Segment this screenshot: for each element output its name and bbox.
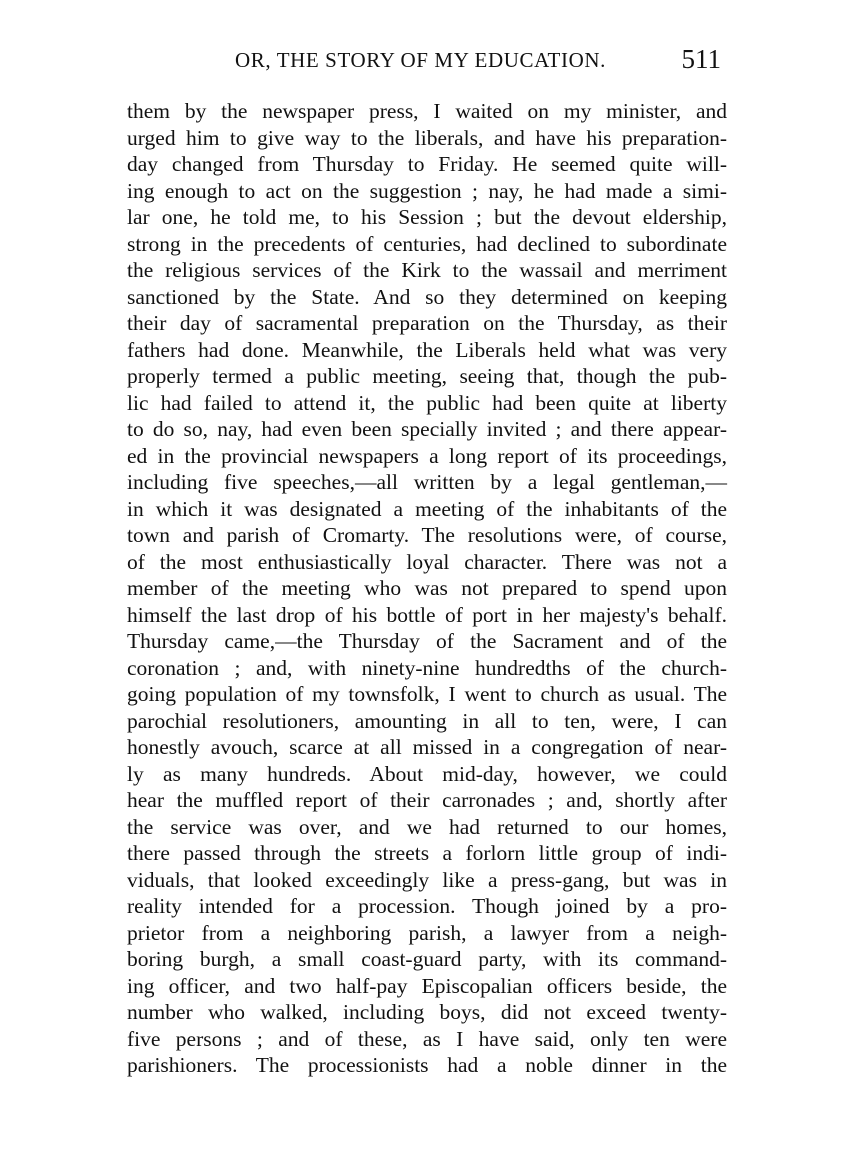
text-line: day changed from Thursday to Friday. He seemed quite will-: [127, 152, 727, 176]
text-line: hear the muffled report of their carronades ; and, shortly after: [127, 788, 727, 812]
running-title: OR, THE STORY OF MY EDUCATION.: [235, 48, 606, 72]
text-line: boring burgh, a small coast-guard party, with its command-: [127, 947, 727, 971]
text-line: viduals, that looked exceedingly like a press-gang, but was in: [127, 867, 727, 892]
text-line: lar one, he told me, to his Session ; but the devout eldership,: [127, 205, 727, 229]
text-line: their day of sacramental preparation on the Thursday, as their: [127, 311, 727, 335]
text-line: member of the meeting who was not prepared to spend upon: [127, 576, 727, 600]
text-line: parishioners. The processionists had a noble dinner in the: [127, 1053, 727, 1077]
text-line: ing enough to act on the suggestion ; nay, he had made a simi-: [127, 178, 727, 203]
text-line: himself the last drop of his bottle of port in her majesty's behalf.: [127, 602, 727, 627]
text-line: the service was over, and we had returned to our homes,: [127, 814, 727, 839]
text-line: lic had failed to attend it, the public had been quite at liberty: [127, 390, 727, 415]
text-line: prietor from a neighboring parish, a lawyer from a neigh-: [127, 920, 727, 945]
text-line: going population of my townsfolk, I went to church as usual. The: [127, 682, 727, 706]
body-text: [127, 98, 727, 1079]
text-line: sanctioned by the State. And so they determined on keeping: [127, 284, 727, 309]
text-line: the religious services of the Kirk to the wassail and merriment: [127, 258, 727, 282]
text-line: ly as many hundreds. About mid-day, however, we could: [127, 761, 727, 786]
text-line: them by the newspaper press, I waited on my minister, and: [127, 99, 727, 123]
text-line: urged him to give way to the liberals, and have his preparation-: [127, 125, 727, 150]
text-line: fathers had done. Meanwhile, the Liberals held what was very: [127, 337, 727, 362]
running-head: [235, 44, 725, 78]
page-number: 511: [681, 44, 721, 74]
text-line: number who walked, including boys, did not exceed twenty-: [127, 1000, 727, 1024]
text-line: parochial resolutioners, amounting in all to ten, were, I can: [127, 708, 727, 733]
text-line: five persons ; and of these, as I have said, only ten were: [127, 1026, 727, 1051]
text-line: including five speeches,—all written by a legal gentleman,—: [127, 470, 727, 494]
text-line: strong in the precedents of centuries, had declined to subordinate: [127, 231, 727, 256]
text-line: ing officer, and two half-pay Episcopalian officers beside, the: [127, 973, 727, 998]
text-line: reality intended for a procession. Though joined by a pro-: [127, 894, 727, 918]
text-line: of the most enthusiastically loyal character. There was not a: [127, 549, 727, 574]
text-line: ed in the provincial newspapers a long report of its proceedings,: [127, 443, 727, 468]
text-line: coronation ; and, with ninety-nine hundredths of the church-: [127, 655, 727, 680]
text-line: honestly avouch, scarce at all missed in a congregation of near-: [127, 735, 727, 759]
text-line: Thursday came,—the Thursday of the Sacrament and of the: [127, 629, 727, 653]
text-line: there passed through the streets a forlorn little group of indi-: [127, 841, 727, 865]
text-line: in which it was designated a meeting of the inhabitants of the: [127, 496, 727, 521]
text-line: town and parish of Cromarty. The resolutions were, of course,: [127, 523, 727, 547]
text-line: to do so, nay, had even been specially invited ; and there appear-: [127, 417, 727, 441]
text-line: properly termed a public meeting, seeing that, though the pub-: [127, 364, 727, 388]
